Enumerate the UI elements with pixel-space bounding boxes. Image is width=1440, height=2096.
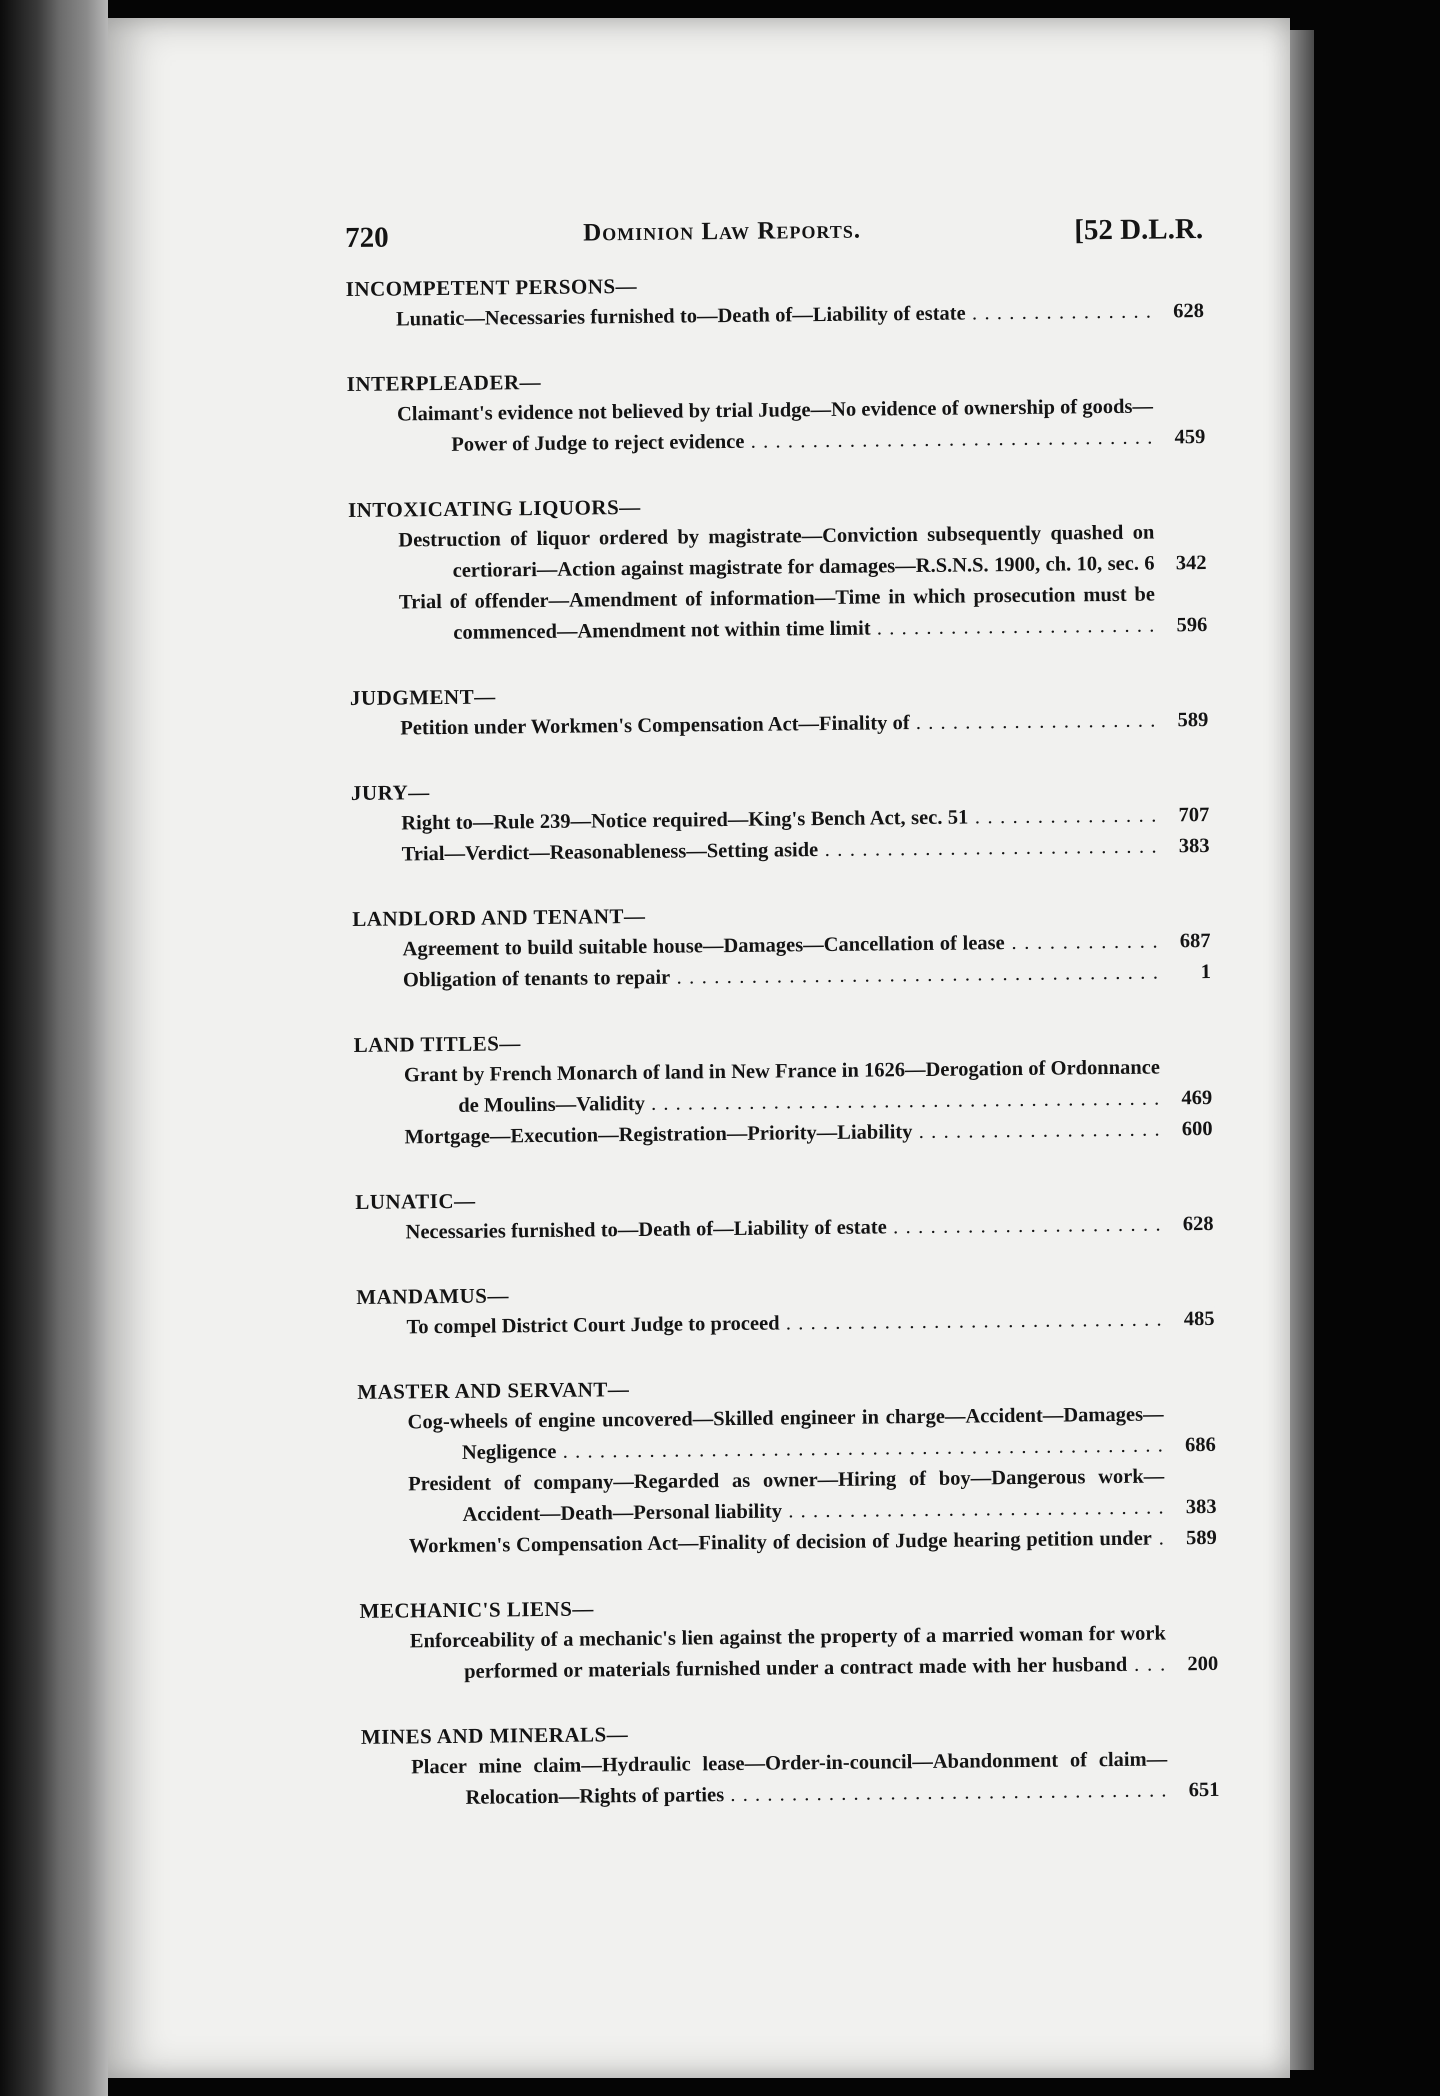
index-entry: [348, 486, 1208, 650]
index-entry: [357, 1368, 1217, 1563]
index-subentry: [348, 517, 1207, 588]
subentry-text: Workmen's Compensation Act—Finality of decision of Judge hearing petition under . . .: [409, 1527, 1166, 1562]
page-reference: 1: [1161, 957, 1211, 989]
index-subentry: [347, 391, 1206, 462]
page-reference: 596: [1157, 610, 1207, 642]
page-reference: 459: [1155, 422, 1205, 454]
running-header: [345, 213, 1203, 274]
index-heading: MASTER AND SERVANT—: [357, 1377, 630, 1404]
index-heading: MECHANIC'S LIENS—: [359, 1596, 594, 1623]
index-subentry: [358, 1461, 1217, 1532]
page-reference: 200: [1168, 1649, 1218, 1681]
subentry-text: Lunatic—Necessaries furnished to—Death of—Liability of estate . . .: [396, 301, 1152, 336]
subentry-text: Obligation of tenants to repair . . .: [403, 962, 1159, 997]
page-reference: 485: [1164, 1304, 1214, 1336]
index-entry: [359, 1587, 1218, 1689]
subentry-text: Grant by French Monarch of land in New France in 1626—Derogation of Ordonnance de Moulins—Validity . . .: [404, 1057, 1161, 1123]
subentry-text: Cog-wheels of engine uncovered—Skilled engineer in charge—Accident—Damages—Negligence . . .: [407, 1403, 1164, 1469]
publication-title: Dominion Law Reports.: [582, 216, 862, 247]
index-subentry: [357, 1399, 1216, 1470]
subentry-text: Necessaries furnished to—Death of—Liability of estate . . .: [405, 1214, 1161, 1249]
index-heading: JUDGMENT—: [349, 684, 496, 710]
page-reference: 589: [1167, 1523, 1217, 1555]
index-heading: INCOMPETENT PERSONS—: [345, 273, 638, 301]
page-reference: 687: [1160, 926, 1210, 958]
index-entry: [356, 1273, 1215, 1344]
index-heading: MANDAMUS—: [356, 1283, 510, 1309]
page-reference: 707: [1159, 800, 1209, 832]
index-heading: LANDLORD AND TENANT—: [352, 903, 646, 931]
index-entry: [361, 1713, 1220, 1815]
index-heading: INTERPLEADER—: [346, 369, 542, 396]
page-reference: 342: [1156, 548, 1206, 580]
subentry-text: Mortgage—Execution—Registration—Priority—Liability . . .: [404, 1119, 1160, 1154]
volume-reference: [52 D.L.R.: [1074, 213, 1204, 247]
subentry-text: To compel District Court Judge to proceed . . .: [406, 1308, 1162, 1343]
background-right: [1314, 0, 1440, 2096]
page-reference: 383: [1159, 831, 1209, 863]
subentry-text: Agreement to build suitable house—Damages—Cancellation of lease . . .: [403, 931, 1159, 966]
index-heading: INTOXICATING LIQUORS—: [347, 494, 641, 522]
subentry-text: Petition under Workmen's Compensation Act—Finality of . . .: [400, 710, 1156, 745]
subentry-text: President of company—Regarded as owner—Hiring of boy—Dangerous work—Accident—Death—Personal liability . . .: [408, 1465, 1165, 1531]
index-entry: [352, 895, 1211, 997]
index-entry: [353, 1021, 1212, 1154]
index-entry: [346, 265, 1205, 336]
index-heading: LUNATIC—: [355, 1188, 476, 1214]
page-reference: 589: [1158, 705, 1208, 737]
subentry-text: Destruction of liquor ordered by magistrate—Conviction subsequently quashed on certiorari—Action against magistrate for damages—R.S.N.S. 1900, ch. 10, sec. 6 . . .: [398, 522, 1155, 588]
page-reference: 686: [1166, 1430, 1216, 1462]
index-entries: [346, 265, 1220, 1815]
index-heading: LAND TITLES—: [353, 1031, 522, 1057]
index-subentry: [360, 1618, 1219, 1689]
index-subentry: [354, 1052, 1213, 1123]
subentry-text: Right to—Rule 239—Notice required—King's Bench Act, sec. 51 . . .: [401, 805, 1157, 840]
subentry-text: Enforceability of a mechanic's lien against the property of a married woman for work performed or materials furnished under a contract made with her husband . . .: [410, 1622, 1167, 1688]
page-reference: 651: [1169, 1775, 1219, 1807]
subentry-text: Trial of offender—Amendment of information—Time in which prosecution must be commenced—Amendment not within time limit . . .: [399, 584, 1156, 650]
page-content: [345, 213, 1220, 1815]
page-number: 720: [345, 221, 389, 254]
page-reference: 383: [1166, 1492, 1216, 1524]
index-entry: [351, 769, 1210, 871]
page-edge: [1290, 30, 1314, 2070]
index-subentry: [361, 1744, 1220, 1815]
index-entry: [350, 674, 1209, 745]
index-heading: MINES AND MINERALS—: [360, 1722, 629, 1749]
index-entry: [347, 360, 1206, 462]
page-reference: 628: [1163, 1209, 1213, 1241]
page-reference: 469: [1162, 1083, 1212, 1115]
page-reference: 628: [1154, 296, 1204, 328]
index-heading: JURY—: [350, 780, 430, 805]
subentry-text: Trial—Verdict—Reasonableness—Setting aside . . .: [402, 836, 1158, 871]
page-reference: 600: [1162, 1114, 1212, 1146]
index-entry: [355, 1178, 1214, 1249]
subentry-text: Claimant's evidence not believed by trial Judge—No evidence of ownership of goods—Power of Judge to reject evidence . . .: [397, 396, 1154, 462]
book-binding: [0, 0, 108, 2096]
subentry-text: Placer mine claim—Hydraulic lease—Order-in-council—Abandonment of claim—Relocation—Rights of parties . . .: [411, 1748, 1168, 1814]
index-subentry: [349, 579, 1208, 650]
